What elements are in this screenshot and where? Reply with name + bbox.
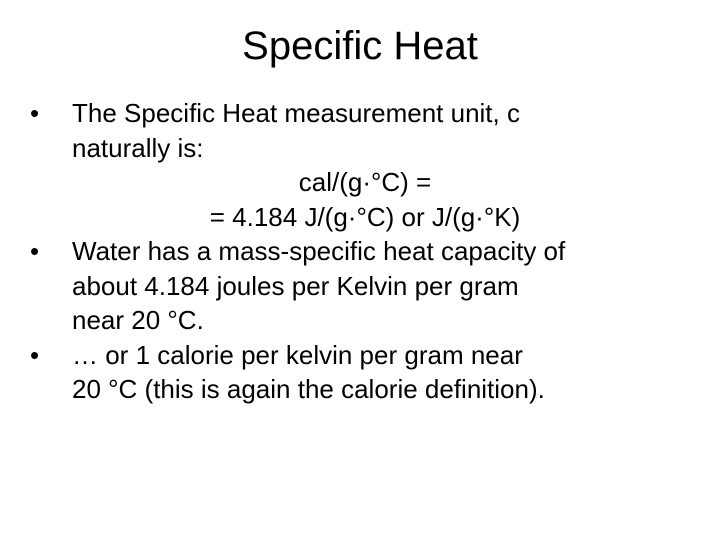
bullet-marker <box>30 338 60 373</box>
bullet-line: … or 1 calorie per kelvin per gram near <box>72 339 523 370</box>
bullet-marker <box>30 234 60 269</box>
bullet-line: naturally is: <box>72 132 204 163</box>
bullet-marker <box>30 96 60 131</box>
slide-body <box>30 96 700 407</box>
bullet-line: Water has a mass-specific heat capacity of <box>72 236 566 266</box>
bullet-item <box>30 234 700 338</box>
bullet-line: The Specific Heat measurement unit, c <box>72 98 520 128</box>
bullet-line: 20 °C (this is again the calorie definition). <box>72 374 545 404</box>
bullet-item <box>30 96 700 165</box>
formula-line: cal/(g·°C) = <box>298 167 432 197</box>
bullet-line: near 20 °C. <box>72 305 204 335</box>
formula-line: = 4.184 J/(g·°C) or J/(g·°K) <box>209 201 521 232</box>
bullet-line: about 4.184 joules per Kelvin per gram <box>72 270 519 301</box>
slide-title: Specific Heat <box>242 24 478 68</box>
bullet-item <box>30 338 700 407</box>
